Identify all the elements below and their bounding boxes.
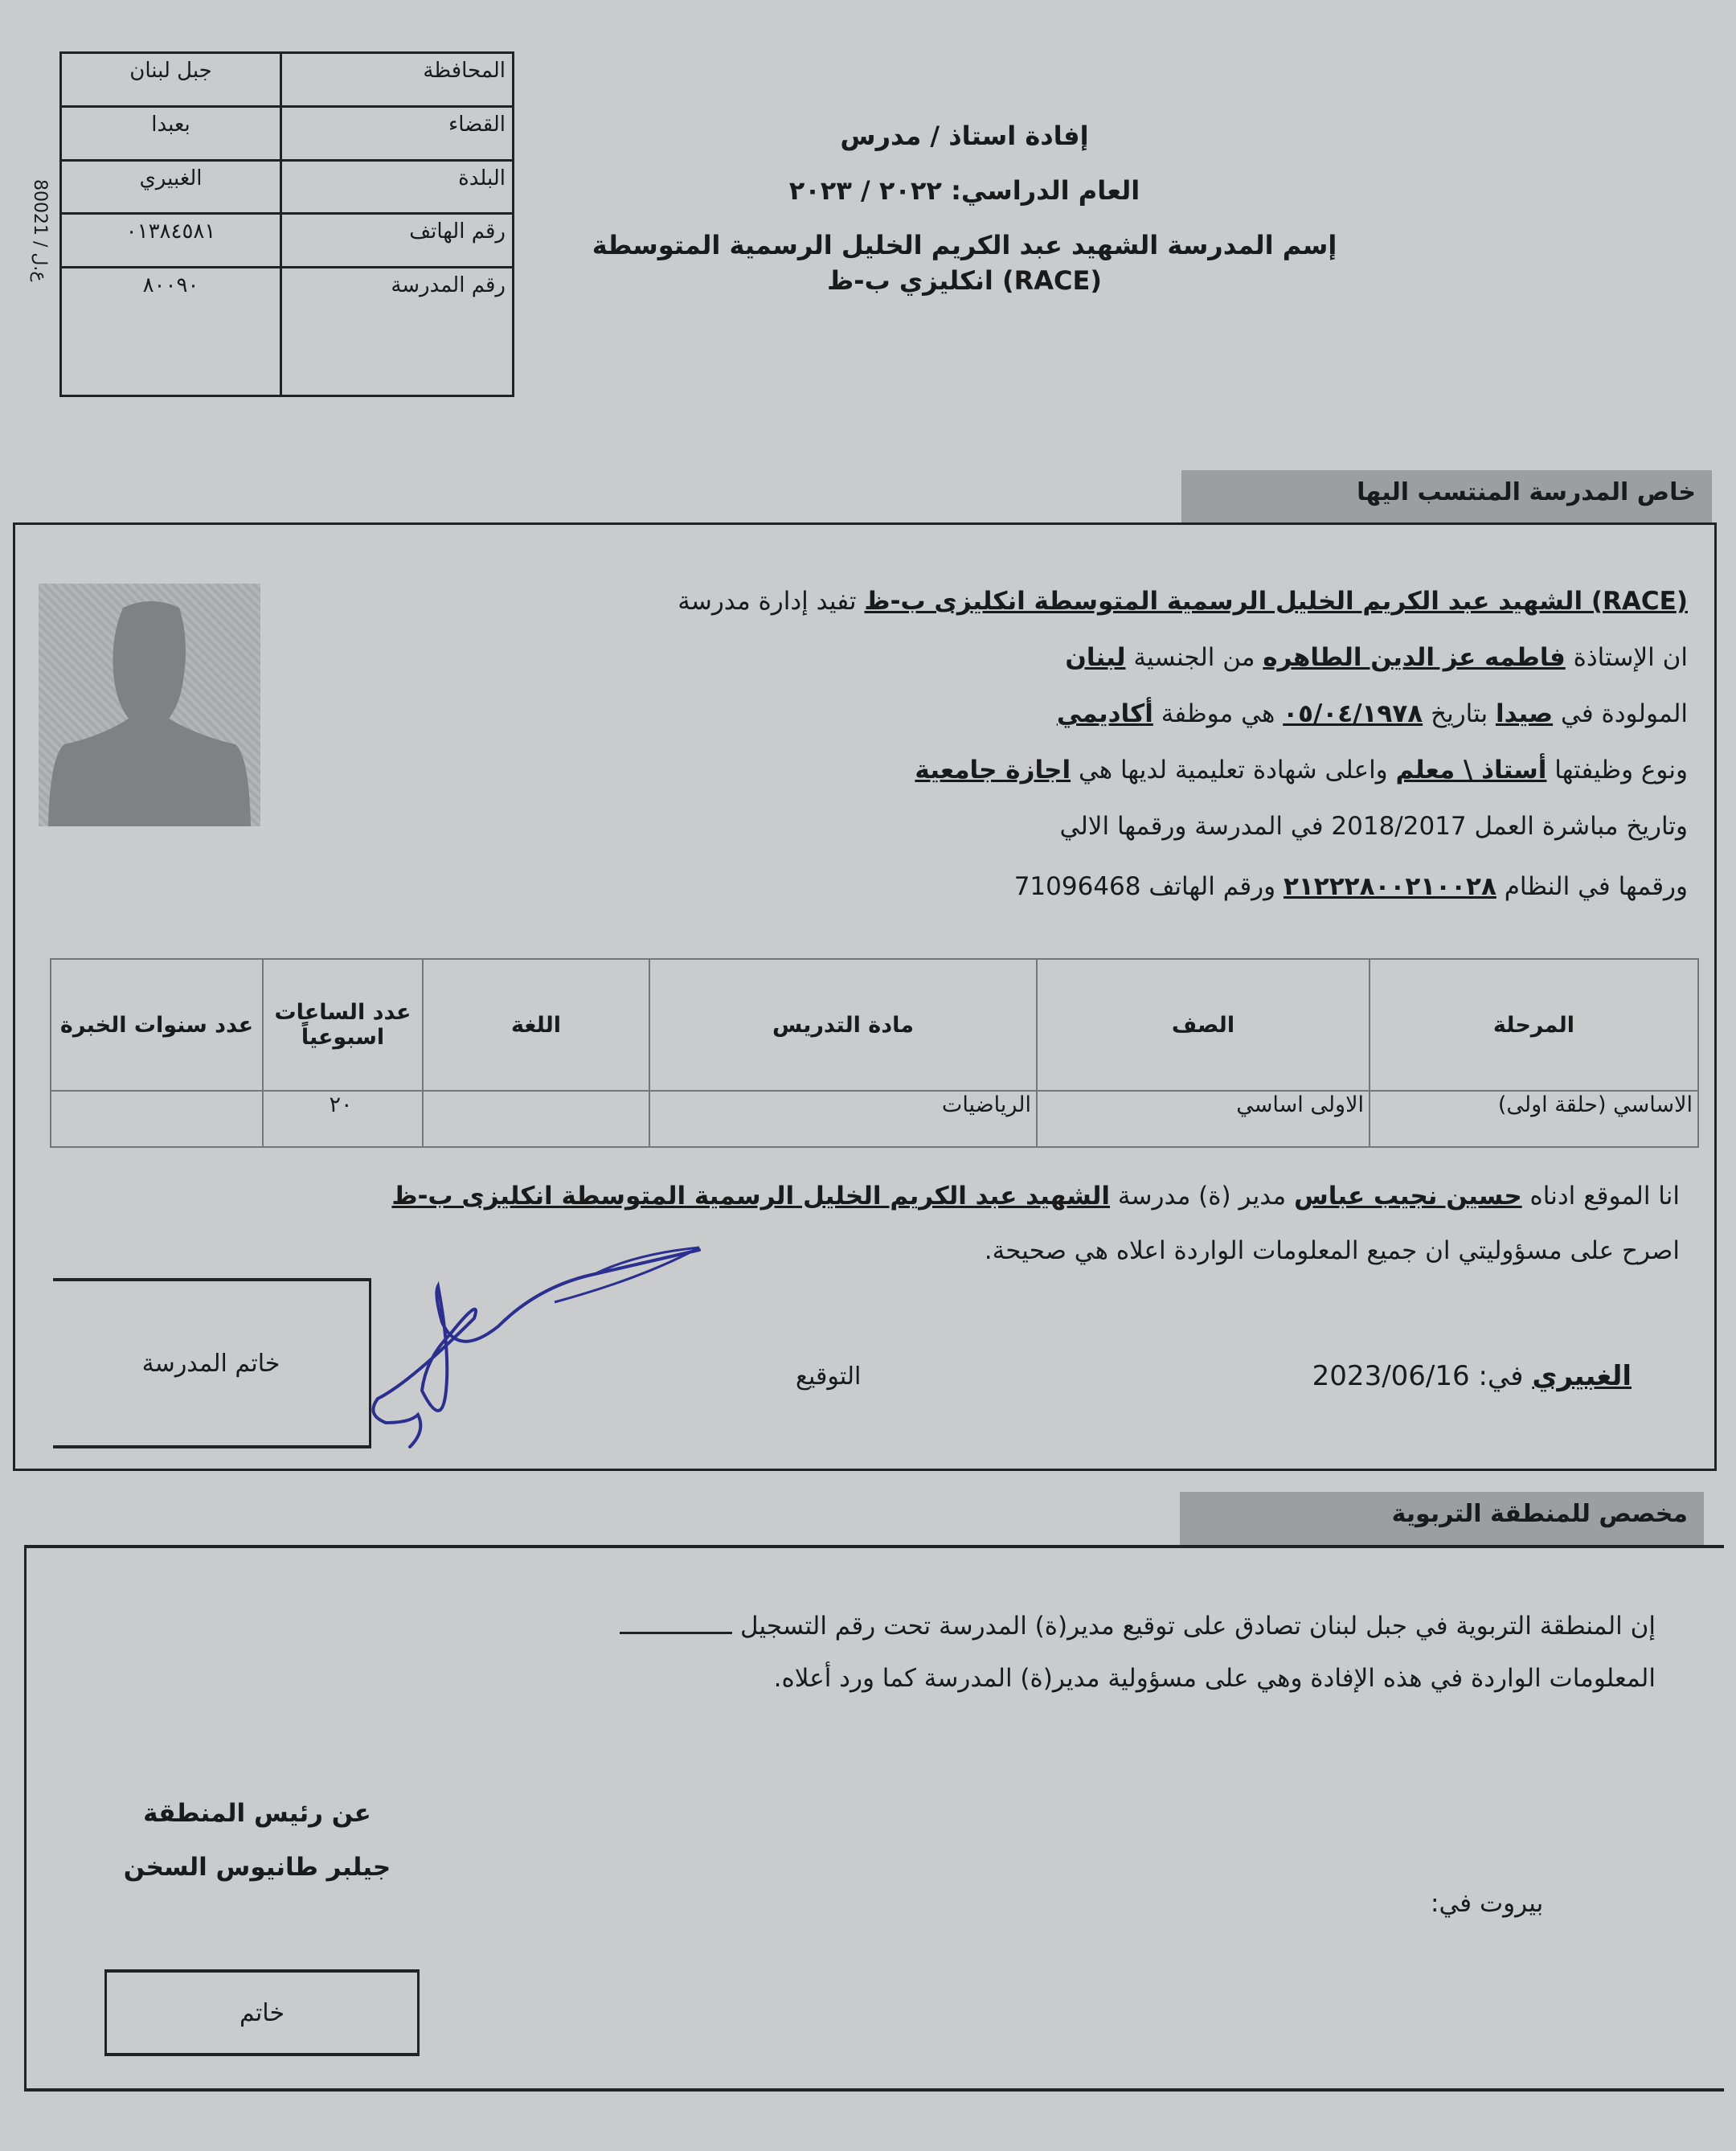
region-line2: المعلومات الواردة في هذه الإفادة وهي على مسؤولية مدير(ة) المدرسة كما ورد أعلاه.	[773, 1664, 1656, 1693]
side-code-text: 80021 / ع.ل	[30, 179, 50, 282]
director-name: حسين نجيب عباس	[1293, 1182, 1522, 1211]
line3-mid: بتاريخ	[1431, 699, 1488, 728]
degree: اجازة جامعية	[915, 756, 1071, 785]
cell-language	[423, 1091, 649, 1147]
info-value: ٨٠٠٩٠	[61, 268, 281, 396]
paragraph-line3	[1057, 699, 1688, 728]
info-value: الغبيري	[61, 160, 281, 214]
line1-text: تفيد إدارة مدرسة	[678, 587, 857, 616]
info-label: المحافظة	[281, 53, 514, 107]
header-stage: المرحلة	[1370, 959, 1698, 1091]
header-weekly-hours: عدد الساعات اسبوعياً	[263, 959, 423, 1091]
nationality: لبنان	[1065, 643, 1126, 672]
school-name-line2: (RACE) انكليزي ب-ظ	[827, 265, 1102, 296]
line2-prefix: ان الإستاذة	[1573, 643, 1688, 672]
person-silhouette-icon	[39, 584, 260, 826]
date-prefix: في:	[1478, 1360, 1524, 1392]
job-title: أستاذ \ معلم	[1395, 756, 1547, 785]
info-row	[61, 106, 514, 160]
birthplace: صيدا	[1495, 699, 1554, 728]
declaration-prefix: انا الموقع ادناه	[1529, 1182, 1680, 1211]
info-label: رقم الهاتف	[281, 214, 514, 268]
info-label: القضاء	[281, 106, 514, 160]
line4-prefix: ونوع وظيفتها	[1554, 756, 1688, 785]
info-label: البلدة	[281, 160, 514, 214]
signing-date: 2023/06/16	[1312, 1360, 1470, 1392]
school-name-line1: إسم المدرسة الشهيد عبد الكريم الخليل الرسمية المتوسطة	[592, 230, 1337, 260]
employment-type: أكاديمي	[1056, 699, 1153, 728]
region-line1-text: إن المنطقة التربوية في جبل لبنان تصادق على توقيع مدير(ة) المدرسة تحت رقم التسجيل	[740, 1612, 1656, 1641]
cell-weekly-hours: ٢٠	[263, 1091, 423, 1147]
line6-mid: ورقم الهاتف	[1148, 872, 1276, 901]
paragraph-line5: وتاريخ مباشرة العمل 2018/2017 في المدرسة ورقمها الالي	[1059, 812, 1688, 841]
signature-icon	[354, 1238, 723, 1455]
cell-stage: الاساسي (حلقة اولى)	[1370, 1091, 1698, 1147]
info-row	[61, 214, 514, 268]
signing-place: الغبيري	[1532, 1360, 1632, 1392]
info-row	[61, 160, 514, 214]
teacher-photo	[39, 584, 260, 826]
line4-mid: واعلى شهادة تعليمية لديها هي	[1078, 756, 1388, 785]
table-header-row	[51, 959, 1698, 1091]
academic-year: العام الدراسي: ٢٠٢٢ / ٢٠٢٣	[788, 175, 1140, 206]
header-subject: مادة التدريس	[649, 959, 1037, 1091]
document-header	[579, 121, 1350, 320]
line6-prefix: ورقمها في النظام	[1504, 872, 1688, 901]
header-experience-years: عدد سنوات الخبرة	[51, 959, 263, 1091]
registration-number-blank	[620, 1632, 732, 1634]
paragraph-line2	[1065, 643, 1688, 672]
signatory-name: جيلبر طانيوس السخن	[123, 1853, 391, 1882]
school-info-table	[59, 51, 514, 397]
info-row	[61, 268, 514, 396]
place-date	[1312, 1360, 1632, 1392]
region-line1	[620, 1612, 1656, 1641]
declaration-school: الشهيد عبد الكريم الخليل الرسمية المتوسطة انكليزى ب-ظ	[391, 1182, 1111, 1211]
line2-mid: من الجنسية	[1133, 643, 1255, 672]
signature-label: التوقيع	[796, 1362, 862, 1391]
info-value: ٠١٣٨٤٥٨١	[61, 214, 281, 268]
paragraph-line1	[678, 587, 1688, 616]
school-stamp-box: خاتم المدرسة	[53, 1278, 371, 1448]
header-language: اللغة	[423, 959, 649, 1091]
info-label: رقم المدرسة	[281, 268, 514, 396]
side-reference-code	[11, 173, 59, 282]
paragraph-line4	[915, 756, 1688, 785]
region-section-heading: مخصص للمنطقة التربوية	[1180, 1492, 1704, 1545]
signatory-title: عن رئيس المنطقة	[143, 1799, 371, 1828]
header-grade: الصف	[1037, 959, 1370, 1091]
school-section-heading: خاص المدرسة المنتسب اليها	[1181, 470, 1712, 523]
beirut-date-label: بيروت في:	[1431, 1889, 1544, 1918]
line3-prefix: المولودة في	[1560, 699, 1688, 728]
teacher-phone: 71096468	[1013, 872, 1141, 901]
declaration-line1	[391, 1182, 1680, 1211]
info-value: بعبدا	[61, 106, 281, 160]
info-value: جبل لبنان	[61, 53, 281, 107]
cell-subject: الرياضيات	[649, 1091, 1037, 1147]
declaration-mid: مدير (ة) مدرسة	[1117, 1182, 1287, 1211]
declaration-line2: اصرح على مسؤوليتي ان جميع المعلومات الواردة اعلاه هي صحيحة.	[984, 1236, 1680, 1265]
cell-experience-years	[51, 1091, 263, 1147]
birthdate: ٠٥/٠٤/١٩٧٨	[1283, 699, 1423, 728]
teacher-name: فاطمه عز الدين الطاهره	[1263, 643, 1566, 672]
info-row	[61, 53, 514, 107]
teaching-table	[50, 958, 1699, 1148]
paragraph-line6	[1014, 872, 1688, 901]
system-number: ٢١٢٢٢٨٠٠٢١٠٠٢٨	[1283, 872, 1496, 901]
school-name-underlined: (RACE) الشهيد عبد الكريم الخليل الرسمية المتوسطة انكليزى ب-ظ	[864, 587, 1688, 616]
region-stamp-box: خاتم	[104, 1969, 420, 2056]
line3-mid2: هي موظفة	[1161, 699, 1275, 728]
document-title: إفادة استاذ / مدرس	[840, 121, 1089, 151]
table-row	[51, 1091, 1698, 1147]
cell-grade: الاولى اساسي	[1037, 1091, 1370, 1147]
